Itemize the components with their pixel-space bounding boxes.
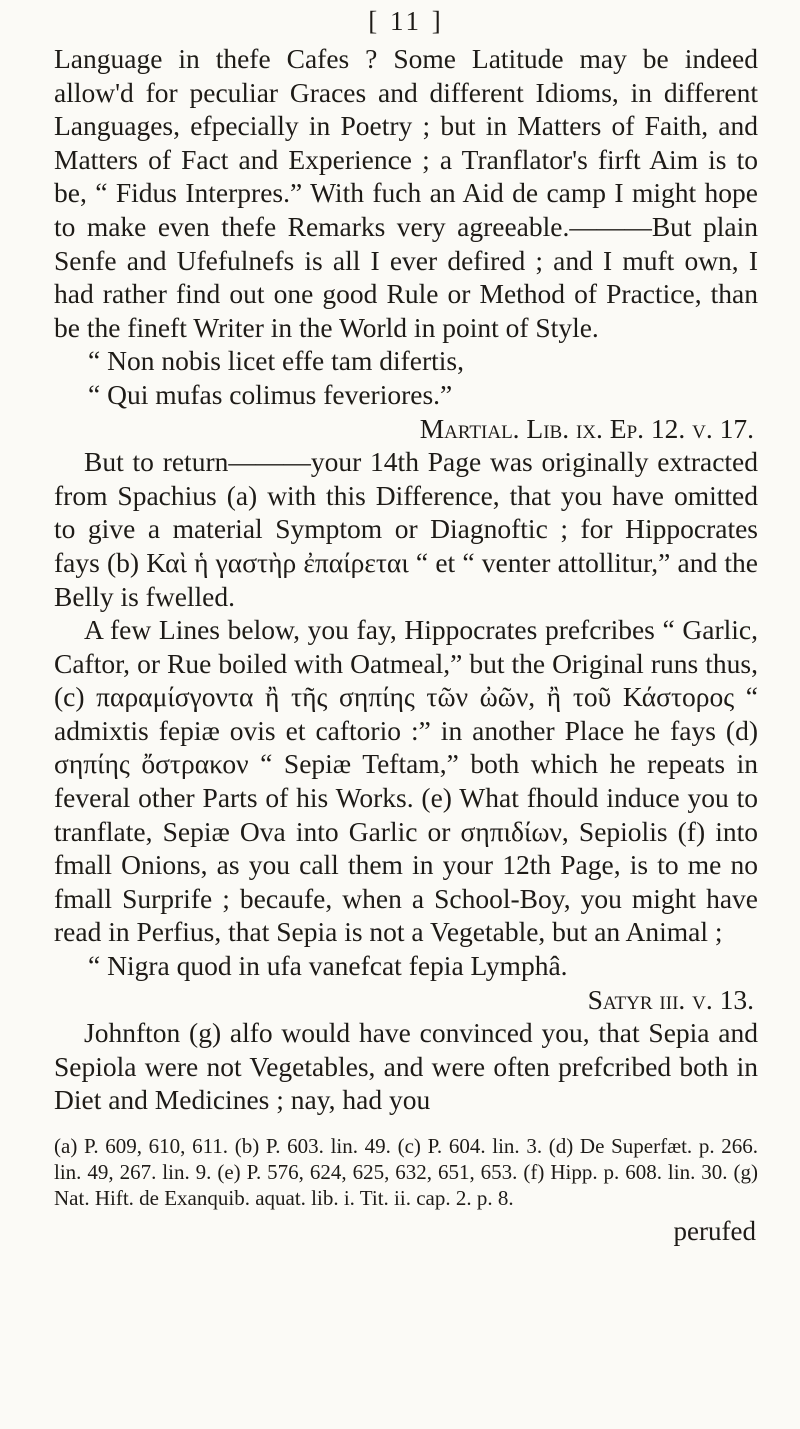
citation-satyr: Satyr iii. v. 13. xyxy=(587,983,754,1015)
page-number: [ 11 ] xyxy=(368,6,444,36)
verse-line-2: “ Qui mufas colimus feveriores.” xyxy=(88,378,453,410)
body-text xyxy=(54,42,758,1117)
paragraph-4: Johnfton (g) alfo would have convinced you, that Sepia and Sepiola were not Vegetables, and were often prefcribed both in Diet and Medicines ; nay, had you xyxy=(54,1017,758,1116)
citation-martial: Martial. Lib. ix. Ep. 12. v. 17. xyxy=(419,412,754,444)
footnotes xyxy=(54,1133,758,1211)
paragraph-3: A few Lines below, you fay, Hippocrates prefcribes “ Garlic, Caftor, or Rue boiled with Oatmeal,” but the Original runs thus, (c) παραμίσγοντα ἢ τῆς σηπίης τῶν ὠῶν, ἢ τοῦ Κάστορος “ admixtis fepiæ ovis et caftorio :” in another Place he fays (d) σηπίης ὄστρακον “ Sepiæ Teftam,” both which he repeats in feveral other Parts of his Works. (e) What fhould induce you to tranflate, Sepiæ Ova into Garlic or σηπιδίων, Sepiolis (f) into fmall Onions, as you call them in your 12th Page, is to me no fmall Surprife ; becaufe, when a School-Boy, you might have read in Perfius, that Sepia is not a Vegetable, but an Animal ; xyxy=(54,614,758,948)
footnote-text: (a) P. 609, 610, 611. (b) P. 603. lin. 49. (c) P. 604. lin. 3. (d) De Superfæt. p. 266. lin. 49, 267. lin. 9. (e) P. 576, 624, 625, 632, 651, 653. (f) Hipp. p. 608. lin. 30. (g) Nat. Hift. de Exanquib. aquat. lib. i. Tit. ii. cap. 2. p. 8. xyxy=(54,1134,758,1210)
verse-persius: “ Nigra quod in ufa vanefcat fepia Lymphâ. xyxy=(88,950,568,982)
paragraph-1: Language in thefe Cafes ? Some Latitude may be indeed allow'd for peculiar Graces and different Idioms, in different Languages, efpecially in Poetry ; but in Matters of Faith, and Matters of Fact and Experience ; a Tranflator's firft Aim is to be, “ Fidus Interpres.” With fuch an Aid de camp I might hope to make even thefe Remarks very agreeable.———But plain Senfe and Ufefulnefs is all I ever defired ; and I muft own, I had rather find out one good Rule or Method of Practice, than be the fineft Writer in the World in point of Style. xyxy=(54,43,758,343)
verse-line-1: “ Non nobis licet effe tam difertis, xyxy=(88,345,464,377)
catchword: perufed xyxy=(673,1216,756,1246)
paragraph-2: But to return———your 14th Page was originally extracted from Spachius (a) with this Difference, that you have omitted to give a material Symptom or Diagnoftic ; for Hippocrates fays (b) Καὶ ἡ γαστὴρ ἐπαίρεται “ et “ venter attollitur,” and the Belly is fwelled. xyxy=(54,446,758,612)
